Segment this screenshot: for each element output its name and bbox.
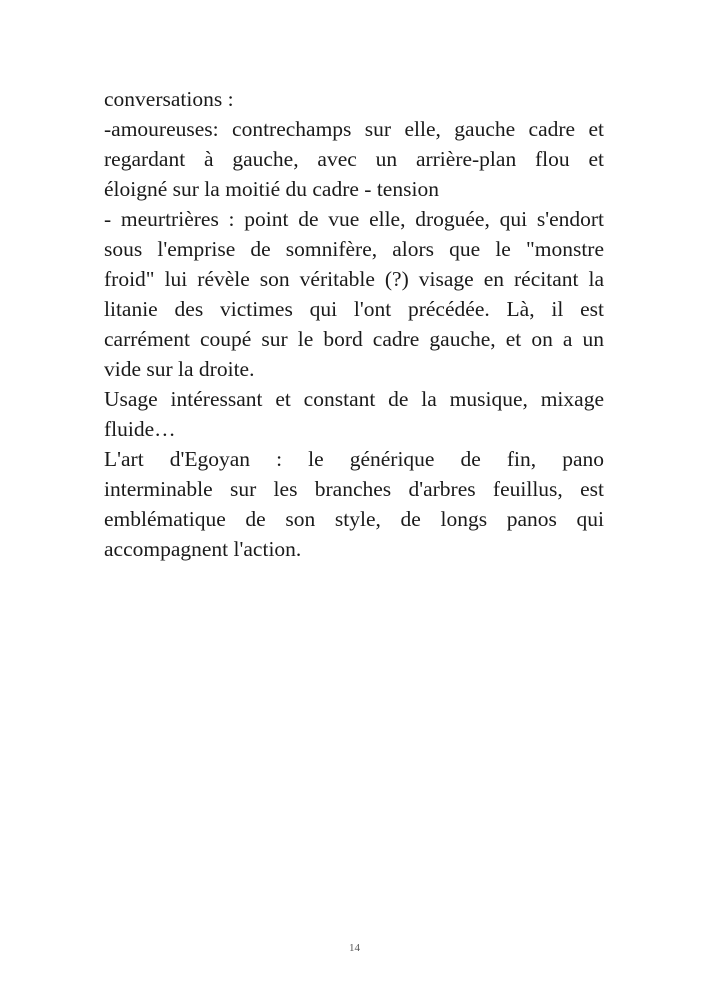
text-line-9: carrément coupé sur le bord cadre gauche, et on a un: [104, 327, 604, 351]
text-line-16: accompagnent l'action.: [104, 537, 302, 561]
text-line-14: interminable sur les branches d'arbres feuillus, est: [104, 477, 604, 501]
text-line-12: fluide…: [104, 417, 176, 441]
text-line-4: éloigné sur la moitié du cadre - tension: [104, 177, 439, 201]
page-number: 14: [349, 942, 360, 954]
page-body-text: [104, 84, 604, 564]
text-line-13: L'art d'Egoyan : le générique de fin, pano: [104, 447, 604, 471]
text-line-2: -amoureuses: contrechamps sur elle, gauche cadre et: [104, 117, 604, 141]
text-line-10: vide sur la droite.: [104, 357, 255, 381]
text-line-7: froid" lui révèle son véritable (?) visage en récitant la: [104, 267, 604, 291]
text-line-15: emblématique de son style, de longs panos qui: [104, 507, 604, 531]
text-line-8: litanie des victimes qui l'ont précédée. Là, il est: [104, 297, 604, 321]
text-line-6: sous l'emprise de somnifère, alors que le "monstre: [104, 237, 604, 261]
text-line-11: Usage intéressant et constant de la musique, mixage: [104, 387, 604, 411]
text-line-1: conversations :: [104, 87, 234, 111]
text-line-5: - meurtrières : point de vue elle, droguée, qui s'endort: [104, 207, 604, 231]
text-line-3: regardant à gauche, avec un arrière-plan flou et: [104, 147, 604, 171]
